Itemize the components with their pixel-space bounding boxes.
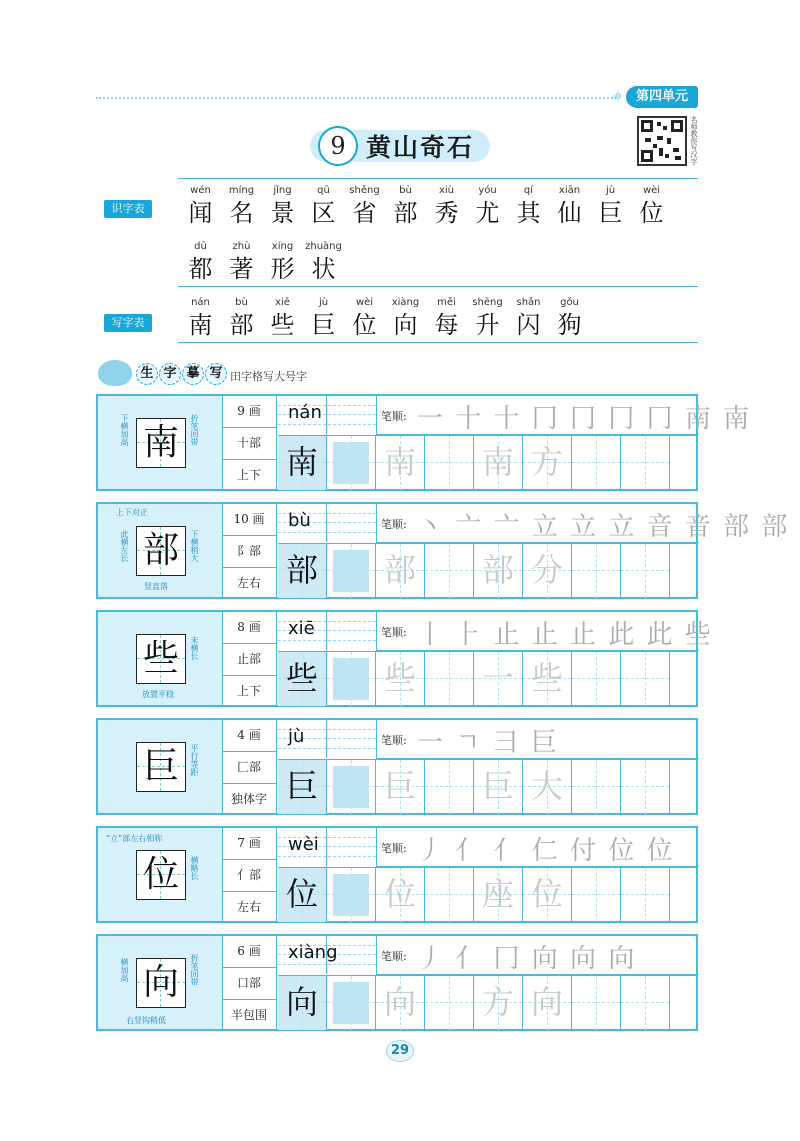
pinyin: shěng [349, 185, 380, 196]
stroke-order-label: 笔顺: [381, 518, 407, 531]
grid-cell[interactable] [278, 544, 327, 598]
header-divider [96, 97, 616, 99]
writing-tip: 下横稍大 [190, 530, 199, 562]
recognize-top-rule [178, 178, 698, 179]
section-title-char: 写 [205, 363, 227, 385]
stroke-count: 6 画 [222, 936, 276, 968]
pinyin: qí [523, 185, 534, 196]
char-entry [508, 184, 549, 228]
trace-char: 南 [481, 443, 514, 481]
grid-cell[interactable] [474, 436, 523, 490]
char-entry [303, 184, 344, 228]
grid-cell[interactable] [327, 976, 376, 1030]
pinyin: shǎn [516, 297, 541, 308]
stroke-count: 9 画 [222, 396, 276, 428]
pinyin: jù [318, 297, 329, 308]
grid-cell[interactable] [278, 436, 327, 490]
model-char: 部 [142, 530, 179, 571]
trace-char: 一 [481, 659, 514, 697]
stroke-order [376, 612, 713, 651]
writing-tip: 折笔回带 [190, 414, 199, 446]
section-title [136, 363, 228, 385]
grid-cell[interactable] [278, 868, 327, 922]
pinyin-label: nán [288, 402, 322, 423]
hanzi: 南 [188, 311, 213, 339]
grid-cell[interactable] [572, 868, 621, 922]
char-model-panel [98, 612, 223, 705]
pinyin-label: xiàng [288, 942, 338, 963]
pinyin: xiàng [391, 297, 420, 308]
char-info [222, 720, 277, 813]
grid-cell[interactable] [523, 868, 572, 922]
lesson-title [310, 126, 490, 166]
char-model-panel [98, 396, 223, 489]
char-info [222, 396, 277, 489]
tracing-grid [278, 975, 698, 1030]
writing-tip: 平行等距 [190, 744, 199, 776]
stroke-order [376, 720, 699, 759]
writing-tip: 竖直落 [144, 582, 168, 591]
grid-cell[interactable] [621, 436, 670, 490]
trace-char: 南 [285, 443, 318, 481]
char-info [222, 612, 277, 705]
hanzi: 著 [229, 255, 254, 283]
trace-char: 大 [530, 767, 563, 805]
hanzi: 名 [229, 199, 254, 227]
char-entry [180, 184, 221, 228]
hanzi: 景 [270, 199, 295, 227]
stroke-sequence: 一 十 十 冂 冂 冂 冂 南 南 [417, 404, 752, 434]
grid-cell[interactable] [474, 760, 523, 814]
writing-tip: 下横加高 [120, 414, 129, 446]
grid-cell[interactable] [327, 544, 376, 598]
writing-tip: “立”部左右相称 [106, 834, 163, 843]
grid-cell[interactable] [523, 976, 572, 1030]
pinyin: xiē [275, 297, 290, 308]
writing-tip: 右竖钩稍低 [126, 1016, 166, 1025]
pinyin-label: bù [288, 510, 311, 531]
hanzi: 闻 [188, 199, 213, 227]
grid-cell[interactable] [523, 652, 572, 706]
char-practice-block [96, 394, 752, 491]
pinyin: zhuàng [305, 241, 342, 252]
hanzi: 闪 [516, 311, 541, 339]
hanzi: 每 [434, 311, 459, 339]
grid-cell[interactable] [523, 544, 572, 598]
hanzi: 仙 [557, 199, 582, 227]
trace-char: 方 [481, 983, 514, 1021]
stroke-order-label: 笔顺: [381, 734, 407, 747]
radical: 亻部 [222, 860, 276, 892]
char-entry [631, 184, 672, 228]
pinyin: jǐng [273, 185, 292, 196]
tianzige-model [136, 526, 186, 576]
write-label: 写字表 [104, 314, 152, 332]
stroke-count: 10 画 [222, 504, 276, 536]
model-char: 南 [142, 422, 179, 463]
mascot-icon [98, 360, 132, 386]
pinyin: zhù [232, 241, 251, 252]
page-number: 29 [386, 1040, 414, 1062]
grid-cell[interactable] [523, 760, 572, 814]
stroke-sequence: 丶 亠 亠 立 立 立 音 音 部 部 [417, 512, 790, 542]
trace-char: 部 [285, 551, 318, 589]
stroke-sequence: 丨 ⺊ 止 止 止 此 此 些 [417, 620, 713, 650]
hanzi: 区 [311, 199, 336, 227]
char-entry [180, 240, 221, 284]
grid-cell[interactable] [278, 976, 327, 1030]
grid-cell[interactable] [278, 652, 327, 706]
grid-cell[interactable] [327, 868, 376, 922]
grid-cell[interactable] [376, 652, 425, 706]
trace-char: 分 [530, 551, 563, 589]
grid-cell[interactable] [621, 544, 670, 598]
pinyin: dū [194, 241, 207, 252]
trace-char: 巨 [481, 767, 514, 805]
trace-char: 向 [530, 983, 563, 1021]
stroke-order-label: 笔顺: [381, 626, 407, 639]
hanzi: 形 [270, 255, 295, 283]
pinyin: qū [317, 185, 330, 196]
write-row [180, 296, 590, 340]
grid-cell[interactable] [572, 544, 621, 598]
pinyin: xiān [558, 185, 581, 196]
tracing-grid [278, 435, 698, 490]
stroke-count: 7 画 [222, 828, 276, 860]
structure: 上下 [236, 468, 261, 482]
writing-tip: 此横左长 [120, 530, 129, 562]
grid-cell[interactable] [278, 760, 327, 814]
grid-cell[interactable] [474, 976, 523, 1030]
stroke-sequence: 丿 亻 冂 向 向 向 [417, 944, 637, 974]
pinyin: shēng [472, 297, 503, 308]
char-entry [344, 296, 385, 340]
char-entry [426, 296, 467, 340]
pinyin: bù [399, 185, 412, 196]
grid-cell[interactable] [425, 436, 474, 490]
grid-cell[interactable] [621, 868, 670, 922]
char-entry [549, 296, 590, 340]
grid-cell[interactable] [327, 760, 376, 814]
trace-char: 向 [285, 983, 318, 1021]
char-entry [221, 240, 262, 284]
char-info [222, 828, 277, 921]
char-info [222, 936, 277, 1029]
trace-char: 位 [285, 875, 318, 913]
tianzige-model [136, 850, 186, 900]
grid-cell[interactable] [376, 544, 425, 598]
char-entry [262, 184, 303, 228]
grid-cell[interactable] [327, 436, 376, 490]
char-practice-block [96, 934, 698, 1031]
writing-tip: 横略长 [190, 856, 199, 880]
trace-char: 向 [383, 983, 416, 1021]
stroke-sequence: 丿 亻 亻 仁 付 位 位 [417, 836, 675, 866]
pinyin: míng [228, 185, 255, 196]
stroke-order [376, 828, 699, 867]
qr-caption: 名师教你写汉字 [690, 116, 698, 165]
section-title-char: 生 [136, 363, 158, 385]
grid-cell[interactable] [523, 436, 572, 490]
sparkle-icon [610, 88, 626, 104]
grid-cell[interactable] [621, 760, 670, 814]
structure: 独体字 [230, 792, 267, 806]
radical: 十部 [222, 428, 276, 460]
section-note: 田字格写大号字 [230, 370, 307, 383]
pinyin: nán [191, 297, 210, 308]
char-entry [467, 296, 508, 340]
stroke-order-label: 笔顺: [381, 950, 407, 963]
trace-char: 些 [285, 659, 318, 697]
grid-cell[interactable] [474, 544, 523, 598]
pinyin: měi [437, 297, 456, 308]
hanzi: 尤 [475, 199, 500, 227]
hanzi: 巨 [311, 311, 336, 339]
pinyin: wèi [355, 297, 374, 308]
lesson-title-text: 黄山奇石 [366, 133, 475, 162]
radical: 阝部 [222, 536, 276, 568]
radical: 口部 [222, 968, 276, 1000]
grid-cell[interactable] [425, 760, 474, 814]
hanzi: 位 [639, 199, 664, 227]
writing-tip: 横加高 [120, 958, 129, 982]
hanzi: 巨 [598, 199, 623, 227]
pinyin: yóu [478, 185, 497, 196]
grid-cell[interactable] [376, 760, 425, 814]
char-entry [303, 296, 344, 340]
radical: 匚部 [222, 752, 276, 784]
section-title-char: 摹 [182, 363, 204, 385]
hanzi: 其 [516, 199, 541, 227]
char-practice-block [96, 502, 790, 599]
grid-cell[interactable] [621, 976, 670, 1030]
trace-char: 位 [383, 875, 416, 913]
grid-cell[interactable] [376, 436, 425, 490]
stroke-order-label: 笔顺: [381, 842, 407, 855]
recognize-row-1 [180, 184, 672, 228]
hanzi: 都 [188, 255, 213, 283]
grid-cell[interactable] [621, 652, 670, 706]
tracing-grid [278, 651, 698, 706]
qr-code-icon[interactable] [637, 116, 687, 166]
char-model-panel [98, 720, 223, 813]
grid-cell[interactable] [572, 652, 621, 706]
structure: 上下 [236, 684, 261, 698]
char-entry [385, 296, 426, 340]
stroke-count: 4 画 [222, 720, 276, 752]
grid-cell[interactable] [425, 976, 474, 1030]
trace-char: 位 [530, 875, 563, 913]
tianzige-model [136, 634, 186, 684]
char-practice-block [96, 610, 713, 707]
lesson-number: 9 [318, 126, 358, 166]
pinyin: wén [190, 185, 211, 196]
char-entry [590, 184, 631, 228]
trace-char: 巨 [383, 767, 416, 805]
char-entry [344, 184, 385, 228]
char-entry [426, 184, 467, 228]
char-entry [549, 184, 590, 228]
hanzi: 位 [352, 311, 377, 339]
char-entry [385, 184, 426, 228]
structure: 半包围 [230, 1008, 267, 1022]
pinyin: bù [235, 297, 248, 308]
grid-cell[interactable] [425, 544, 474, 598]
model-char: 向 [142, 962, 179, 1003]
grid-cell[interactable] [572, 976, 621, 1030]
unit-badge: 第四单元 [626, 86, 698, 108]
structure: 左右 [236, 900, 261, 914]
char-practice-block [96, 826, 698, 923]
pinyin: wèi [642, 185, 661, 196]
pinyin: jù [605, 185, 616, 196]
char-model-panel [98, 504, 223, 597]
char-entry [508, 296, 549, 340]
char-entry [262, 240, 303, 284]
structure: 左右 [236, 576, 261, 590]
char-model-panel [98, 828, 223, 921]
char-entry [221, 296, 262, 340]
writing-tip: 折笔回带 [190, 954, 199, 986]
grid-cell[interactable] [327, 652, 376, 706]
grid-cell[interactable] [572, 436, 621, 490]
model-char: 巨 [142, 746, 179, 787]
hanzi: 状 [311, 255, 336, 283]
hanzi: 部 [393, 199, 418, 227]
grid-cell[interactable] [425, 868, 474, 922]
char-entry [221, 184, 262, 228]
tracing-grid [278, 759, 698, 814]
grid-cell[interactable] [572, 760, 621, 814]
pinyin-label: jù [288, 726, 305, 747]
char-practice-block [96, 718, 698, 815]
stroke-order [376, 936, 699, 975]
char-entry [303, 240, 344, 284]
char-entry [262, 296, 303, 340]
writing-tip: 末横长 [190, 636, 199, 660]
recognize-row-2 [180, 240, 344, 284]
hanzi: 些 [270, 311, 295, 339]
stroke-order [376, 396, 752, 435]
tianzige-model [136, 958, 186, 1008]
pinyin-label: xiē [288, 618, 315, 639]
section-title-char: 字 [159, 363, 181, 385]
char-model-panel [98, 936, 223, 1029]
hanzi: 省 [352, 199, 377, 227]
hanzi: 升 [475, 311, 500, 339]
writing-tip: 上下对正 [116, 508, 148, 517]
trace-char: 座 [481, 875, 514, 913]
stroke-order [376, 504, 790, 543]
tianzige-model [136, 742, 186, 792]
trace-char: 南 [383, 443, 416, 481]
grid-cell[interactable] [425, 652, 474, 706]
hanzi: 部 [229, 311, 254, 339]
char-info [222, 504, 277, 597]
tracing-grid [278, 867, 698, 922]
char-entry [180, 296, 221, 340]
writing-tip: 放置平稳 [142, 690, 174, 699]
hanzi: 秀 [434, 199, 459, 227]
pinyin: xiù [438, 185, 455, 196]
tianzige-model [136, 418, 186, 468]
write-bottom-rule [178, 342, 698, 343]
radical: 止部 [222, 644, 276, 676]
recognize-bottom-rule [178, 286, 698, 287]
char-entry [467, 184, 508, 228]
trace-char: 些 [530, 659, 563, 697]
grid-cell[interactable] [474, 652, 523, 706]
trace-char: 部 [383, 551, 416, 589]
stroke-sequence: 一 ㄱ 彐 巨 [417, 728, 559, 758]
pinyin: gǒu [560, 297, 579, 308]
grid-cell[interactable] [376, 868, 425, 922]
pinyin: xíng [271, 241, 294, 252]
recognize-label: 识字表 [104, 200, 152, 218]
model-char: 些 [142, 638, 179, 679]
hanzi: 向 [393, 311, 418, 339]
trace-char: 部 [481, 551, 514, 589]
grid-cell[interactable] [376, 976, 425, 1030]
stroke-count: 8 画 [222, 612, 276, 644]
stroke-order-label: 笔顺: [381, 410, 407, 423]
pinyin-label: wèi [288, 834, 319, 855]
grid-cell[interactable] [474, 868, 523, 922]
trace-char: 方 [530, 443, 563, 481]
model-char: 位 [142, 854, 179, 895]
trace-char: 巨 [285, 767, 318, 805]
hanzi: 狗 [557, 311, 582, 339]
tracing-grid [278, 543, 698, 598]
trace-char: 些 [383, 659, 416, 697]
